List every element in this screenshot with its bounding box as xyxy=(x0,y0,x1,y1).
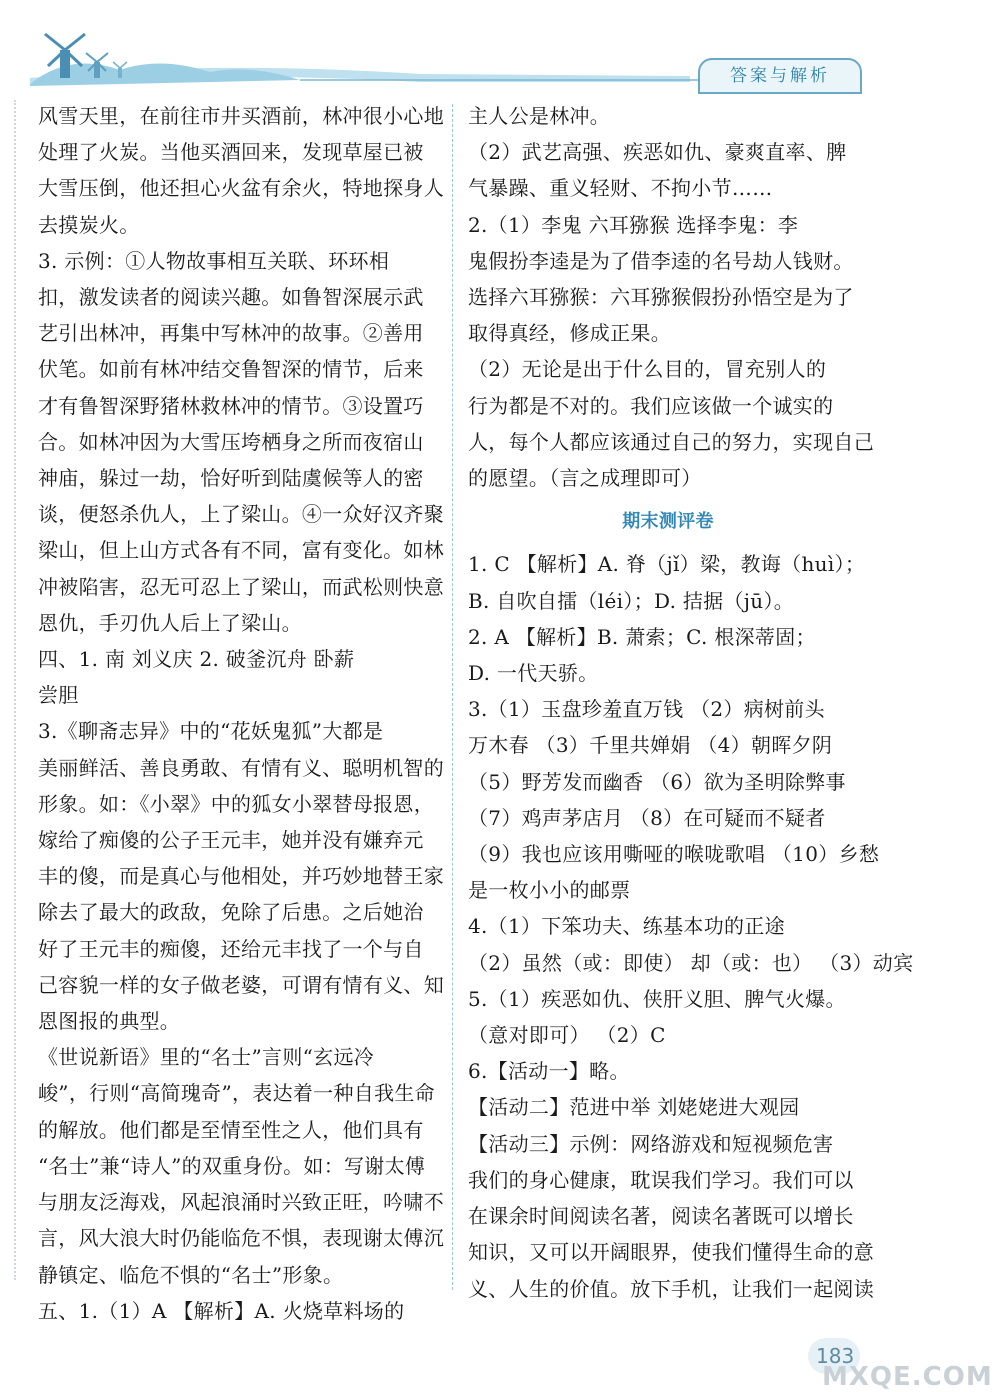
text-line: 【活动三】示例：网络游戏和短视频危害 xyxy=(468,1131,834,1156)
text-line: （9）我也应该用嘶哑的喉咙歌唱 （10）乡愁 xyxy=(468,842,880,867)
text-line: 神庙，躲过一劫，恰好听到陆虞候等人的密 xyxy=(38,466,424,491)
text-line: 五、1.（1）A 【解析】A. 火烧草料场的 xyxy=(38,1298,405,1323)
text-line: 谈，便怒杀仇人，上了梁山。④一众好汉齐聚 xyxy=(38,502,444,527)
text-line: 去摸炭火。 xyxy=(38,212,140,237)
text-line: 3.《聊斋志异》中的“花妖鬼狐”大都是 xyxy=(38,719,384,744)
text-line: 2.（1）李鬼 六耳猕猴 选择李鬼：李 xyxy=(468,212,799,237)
text-line: 4.（1）下笨功夫、练基本功的正途 xyxy=(468,914,785,939)
text-line: 言，风大浪大时仍能临危不惧，表现谢太傅沉 xyxy=(38,1226,444,1251)
text-line: 四、1. 南 刘义庆 2. 破釜沉舟 卧薪 xyxy=(38,647,355,672)
text-line: 梁山，但上山方式各有不同，富有变化。如林 xyxy=(38,538,444,563)
text-line: 嫁给了痴傻的公子王元丰，她并没有嫌弃元 xyxy=(38,828,424,853)
text-line: （意对即可） （2）C xyxy=(468,1023,666,1048)
text-line: 静镇定、临危不惧的“名士”形象。 xyxy=(38,1262,344,1287)
text-line: 处理了火炭。当他买酒回来，发现草屋已被 xyxy=(38,140,424,165)
text-line: 艺引出林冲，再集中写林冲的故事。②善用 xyxy=(38,321,424,346)
text-line: （2）虽然（或：即使） 却（或：也） （3）动宾 xyxy=(468,950,914,975)
text-line: 行为都是不对的。我们应该做一个诚实的 xyxy=(468,393,834,418)
text-line: 恩仇，手刃仇人后上了梁山。 xyxy=(38,610,302,635)
text-line: 己容貌一样的女子做老婆，可谓有情有义、知 xyxy=(38,972,444,997)
left-margin-dots xyxy=(14,100,16,1280)
text-line: “名士”兼“诗人”的双重身份。如：写谢太傅 xyxy=(38,1153,426,1178)
text-line: 6.【活动一】略。 xyxy=(468,1059,630,1084)
text-line: 气暴躁、重义轻财、不拘小节…… xyxy=(468,176,773,201)
text-line: 义、人生的价值。放下手机，让我们一起阅读 xyxy=(468,1276,874,1301)
text-line: 的解放。他们都是至情至性之人，他们具有 xyxy=(38,1117,424,1142)
text-line: （7）鸡声茅店月 （8）在可疑而不疑者 xyxy=(468,805,826,830)
watermark: MXQE.COM xyxy=(822,1362,993,1392)
text-line: 鬼假扮李逵是为了借李逵的名号劫人钱财。 xyxy=(468,248,854,273)
column-divider xyxy=(452,104,453,1290)
text-line: 取得真经，修成正果。 xyxy=(468,321,671,346)
text-line: 【活动二】范进中举 刘姥姥进大观园 xyxy=(468,1095,800,1120)
text-line: 的愿望。（言之成理即可） xyxy=(468,466,702,491)
text-line: 合。如林冲因为大雪压垮栖身之所而夜宿山 xyxy=(38,429,424,454)
header-tab-label: 答案与解析 xyxy=(698,58,862,94)
text-line: B. 自吹自擂（léi）；D. 拮据（jū）。 xyxy=(468,588,795,613)
text-line: 形象。如：《小翠》中的狐女小翠替母报恩， xyxy=(38,791,434,816)
text-line: 丰的傻，而是真心与他相处，并巧妙地替王家 xyxy=(38,864,444,889)
text-line: 《世说新语》里的“名士”言则“玄远冷 xyxy=(38,1045,375,1070)
text-line: 风雪天里，在前往市井买酒前，林冲很小心地 xyxy=(38,104,444,128)
text-line: 恩图报的典型。 xyxy=(38,1009,181,1034)
text-line: 1. C 【解析】A. 脊（jǐ）梁，教诲（huì）； xyxy=(468,552,866,577)
text-line: 扣，激发读者的阅读兴趣。如鲁智深展示武 xyxy=(38,285,424,310)
page-number: 183 xyxy=(816,1344,855,1368)
text-line: 伏笔。如前有林冲结交鲁智深的情节，后来 xyxy=(38,357,424,382)
text-line: 与朋友泛海戏，风起浪涌时兴致正旺，吟啸不 xyxy=(38,1190,444,1215)
text-line: 冲被陷害，忍无可忍上了梁山，而武松则快意 xyxy=(38,574,444,599)
text-line: 峻”，行则“高简瑰奇”，表达着一种自我生命 xyxy=(38,1081,435,1106)
text-line: 好了王元丰的痴傻，还给元丰找了一个与自 xyxy=(38,936,424,961)
text-line: 尝胆 xyxy=(38,683,79,708)
text-line: 我们的身心健康，耽误我们学习。我们可以 xyxy=(468,1167,854,1192)
text-line: （2）无论是出于什么目的，冒充别人的 xyxy=(468,357,827,382)
text-line: 知识，又可以开阔眼界，使我们懂得生命的意 xyxy=(468,1240,874,1265)
text-line: 主人公是林冲。 xyxy=(468,104,611,128)
text-line: 才有鲁智深野猪林救林冲的情节。③设置巧 xyxy=(38,393,424,418)
text-line: 3.（1）玉盘珍羞直万钱 （2）病树前头 xyxy=(468,697,825,722)
text-line: 3. 示例：①人物故事相互关联、环环相 xyxy=(38,248,390,273)
text-line: 选择六耳猕猴：六耳猕猴假扮孙悟空是为了 xyxy=(468,285,854,310)
right-column xyxy=(468,98,914,1307)
text-line: 5.（1）疾恶如仇、侠肝义胆、脾气火爆。 xyxy=(468,986,846,1011)
text-line: 大雪压倒，他还担心火盆有余火，特地探身人 xyxy=(38,176,444,201)
text-line: 是一枚小小的邮票 xyxy=(468,878,631,903)
text-line: D. 一代天骄。 xyxy=(468,661,599,686)
left-column xyxy=(38,98,444,1329)
text-line: 人，每个人都应该通过自己的努力，实现自己 xyxy=(468,429,874,454)
text-line: 在课余时间阅读名著，阅读名著既可以增长 xyxy=(468,1204,854,1229)
text-line: 2. A 【解析】B. 萧索；C. 根深蒂固； xyxy=(468,624,816,649)
text-line: （5）野芳发而幽香 （6）欲为圣明除弊事 xyxy=(468,769,846,794)
text-line: （2）武艺高强、疾恶如仇、豪爽直率、脾 xyxy=(468,140,847,165)
section-title: 期末测评卷 xyxy=(622,511,714,533)
page-header xyxy=(0,0,950,95)
text-line: 除去了最大的政敌，免除了后患。之后她治 xyxy=(38,900,424,925)
text-line: 美丽鲜活、善良勇敢、有情有义、聪明机智的 xyxy=(38,755,444,780)
text-line: 万木春 （3）千里共婵娟 （4）朝晖夕阴 xyxy=(468,733,833,758)
